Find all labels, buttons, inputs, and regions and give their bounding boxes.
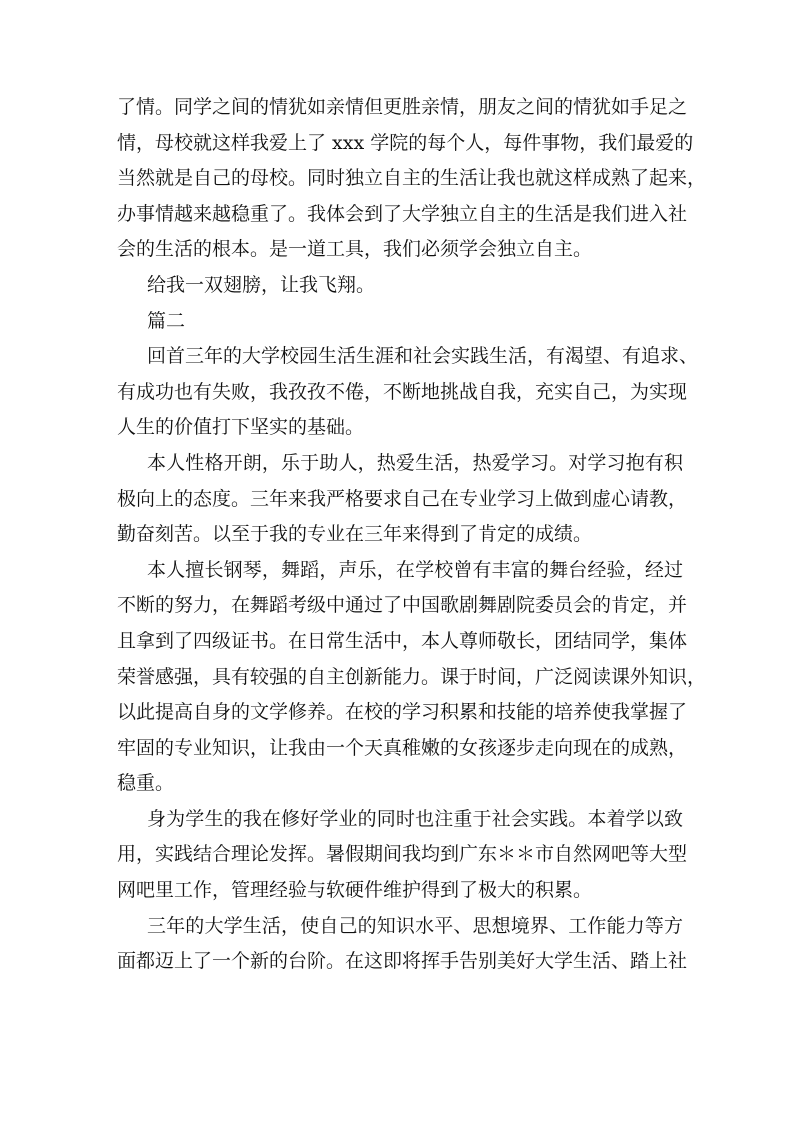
paragraph-line: 且拿到了四级证书。在日常生活中，本人尊师敬长，团结同学，集体 — [117, 629, 688, 652]
paragraph-line: 面都迈上了一个新的台阶。在这即将挥手告别美好大学生活、踏上社 — [117, 950, 688, 973]
paragraph-line: 办事情越来越稳重了。我体会到了大学独立自主的生活是我们进入社 — [117, 202, 688, 225]
paragraph-line: 三年的大学生活，使自己的知识水平、思想境界、工作能力等方 — [147, 914, 683, 937]
section-heading: 篇二 — [147, 309, 186, 332]
paragraph-line: 稳重。 — [117, 772, 175, 795]
paragraph-line: 会的生活的根本。是一道工具，我们必须学会独立自主。 — [117, 238, 593, 261]
paragraph-line: 本人擅长钢琴，舞蹈，声乐，在学校曾有丰富的舞台经验，经过 — [147, 558, 683, 581]
paragraph-line: 网吧里工作，管理经验与软硬件维护得到了极大的积累。 — [117, 879, 593, 902]
paragraph-line: 以此提高自身的文学修养。在校的学习积累和技能的培养使我掌握了 — [117, 701, 688, 724]
paragraph-line: 当然就是自己的母校。同时独立自主的生活让我也就这样成熟了起来， — [117, 167, 707, 190]
paragraph-line: 人生的价值打下坚实的基础。 — [117, 416, 365, 439]
document-body — [117, 90, 707, 980]
paragraph-line: 用，实践结合理论发挥。暑假期间我均到广东＊＊市自然网吧等大型 — [117, 843, 688, 866]
paragraph-line: 荣誉感强，具有较强的自主创新能力。课于时间，广泛阅读课外知识， — [117, 665, 707, 688]
paragraph-line: 不断的努力，在舞蹈考级中通过了中国歌剧舞剧院委员会的肯定，并 — [117, 594, 688, 617]
paragraph-line: 情，母校就这样我爱上了 xxx 学院的每个人，每件事物，我们最爱的 — [117, 131, 694, 154]
paragraph-line: 了情。同学之间的情犹如亲情但更胜亲情，朋友之间的情犹如手足之 — [117, 96, 688, 118]
paragraph-line: 极向上的态度。三年来我严格要求自己在专业学习上做到虚心请教， — [117, 487, 688, 510]
paragraph-line: 勤奋刻苦。以至于我的专业在三年来得到了肯定的成绩。 — [117, 523, 593, 546]
paragraph-line: 有成功也有失败，我孜孜不倦，不断地挑战自我，充实自己，为实现 — [117, 380, 688, 403]
paragraph-line: 给我一双翅膀，让我飞翔。 — [147, 273, 376, 296]
paragraph-line: 回首三年的大学校园生活生涯和社会实践生活，有渴望、有追求、 — [147, 345, 699, 368]
paragraph-line: 身为学生的我在修好学业的同时也注重于社会实践。本着学以致 — [147, 807, 683, 830]
paragraph-line: 牢固的专业知识，让我由一个天真稚嫩的女孩逐步走向现在的成熟， — [117, 736, 688, 759]
paragraph-line: 本人性格开朗，乐于助人，热爱生活，热爱学习。对学习抱有积 — [147, 451, 683, 474]
